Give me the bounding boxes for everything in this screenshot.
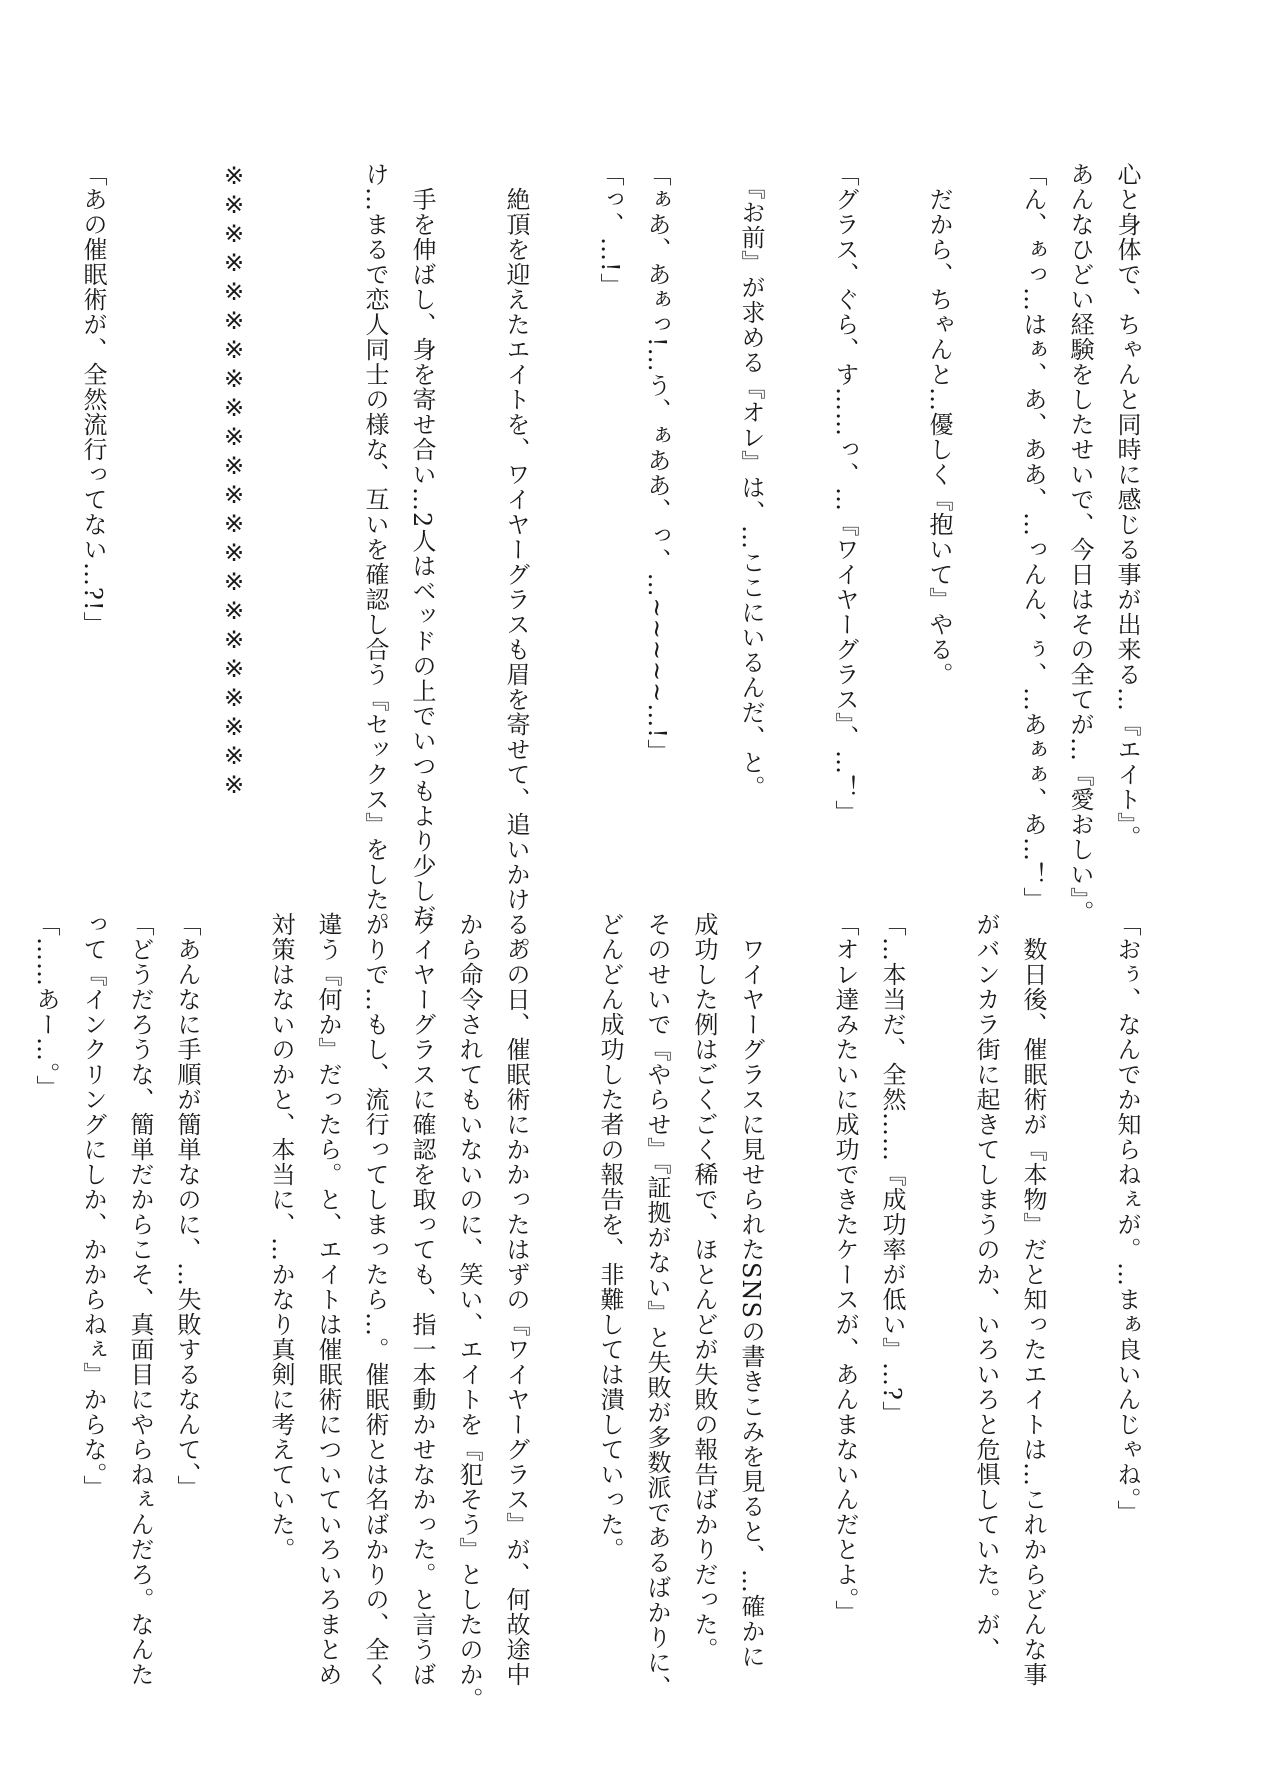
text-line: 手を伸ばし、身を寄せ合い…2人はベッドの上でいつもより少しだ — [408, 162, 436, 929]
text-line: そのせいで『やらせ』『証拠がない』と失敗が多数派であるばかりに、 — [643, 912, 671, 1700]
text-line: 『お前』が求める『オレ』は、…ここにいるんだ、と。 — [737, 162, 765, 800]
text-line: って『インクリングにしか、かからねぇ』からな。」 — [79, 912, 107, 1500]
text-line: あの日、催眠術にかかったはずの『ワイヤーグラス』が、何故途中 — [502, 912, 530, 1687]
text-line: 対策はないのかと、本当に、…かなり真剣に考えていた。 — [267, 912, 295, 1562]
text-line — [774, 912, 821, 1602]
text-line: 成功した例はごくごく稀で、ほとんどが失敗の報告ばかりだった。 — [690, 912, 718, 1662]
text-line — [0, 912, 22, 1602]
text-line — [1056, 912, 1103, 1602]
text-line — [445, 162, 492, 842]
text-line — [539, 912, 586, 1602]
text-line: 「グラス、ぐら、す……っ、…『ワイヤーグラス』、…！」 — [831, 162, 859, 825]
text-line: あんなひどい経験をしたせいで、今日はその全てが…『愛おしい』。 — [1066, 162, 1094, 925]
bottom-text-block — [32, 912, 1150, 1712]
text-line: 「……あー…。」 — [32, 912, 60, 1100]
text-line: 絶頂を迎えたエイトを、ワイヤーグラスも眉を寄せて、追いかける。 — [502, 162, 530, 962]
text-line: だから、ちゃんと…優しく『抱いて』やる。 — [925, 162, 953, 687]
text-line — [163, 162, 210, 842]
text-line — [304, 162, 351, 842]
text-line: 「あの催眠術が、全然流行ってない…?!」 — [79, 162, 107, 637]
text-line: どんどん成功した者の報告を、非難しては潰していった。 — [596, 912, 624, 1562]
text-line: 「あんなに手順が簡単なのに、…失敗するなんて、」 — [173, 912, 201, 1500]
text-line — [915, 912, 962, 1602]
text-line: 「…本当だ、全然……『成功率が低い』…?」 — [878, 912, 906, 1426]
text-line: かりで…もし、流行ってしまったら…。催眠術とは名ばかりの、全く — [361, 912, 389, 1687]
text-line — [257, 162, 304, 842]
text-line — [774, 162, 821, 842]
text-line: ワイヤーグラスに確認を取っても、指一本動かせなかった。と言うば — [408, 912, 436, 1687]
text-line: から命令されてもいないのに、笑い、エイトを『犯そう』としたのか。 — [455, 912, 483, 1712]
text-line — [962, 162, 1009, 842]
text-line: け…まるで恋人同士の様な、互いを確認し合う『セックス』をした。 — [361, 162, 389, 937]
text-line: 「どうだろうな、簡単だからこそ、真面目にやらねぇんだろ。なんた — [126, 912, 154, 1687]
text-line: 「ぁあ、あぁっ!…う、ぁああ、っ、…~~~~~…!」 — [643, 162, 671, 764]
text-line — [116, 162, 163, 842]
text-line: がバンカラ街に起きてしまうのか、いろいろと危惧していた。が、 — [972, 912, 1000, 1662]
text-line: ワイヤーグラスに見せられたSNSの書きこみを見ると、…確かに — [737, 912, 765, 1669]
text-line: 数日後、催眠術が『本物』だと知ったエイトは…これからどんな事 — [1019, 912, 1047, 1687]
text-line: 「おぅ、なんでか知らねぇが。…まぁ良いんじゃね。」 — [1113, 912, 1141, 1525]
text-line: 違う『何か』だったら。と、エイトは催眠術についていろいろまとめ — [314, 912, 342, 1687]
text-line — [868, 162, 915, 842]
text-line: 心と身体で、ちゃんと同時に感じる事が出来る…『エイト』。 — [1113, 162, 1141, 850]
top-text-block — [79, 162, 1150, 962]
text-line: ※※※※※※※※※※※※※※※※※※※※※※ — [220, 162, 248, 800]
text-line — [210, 912, 257, 1602]
text-line: 「ん、ぁっ…はぁ、あ、ああ、…っんん、ぅ、…あぁぁ、あ…！」 — [1019, 162, 1047, 912]
text-line — [539, 162, 586, 842]
text-line — [680, 162, 727, 842]
text-line: 「オレ達みたいに成功できたケースが、あんまないんだとよ。」 — [831, 912, 859, 1625]
text-line: 「っ、…!」 — [596, 162, 624, 298]
